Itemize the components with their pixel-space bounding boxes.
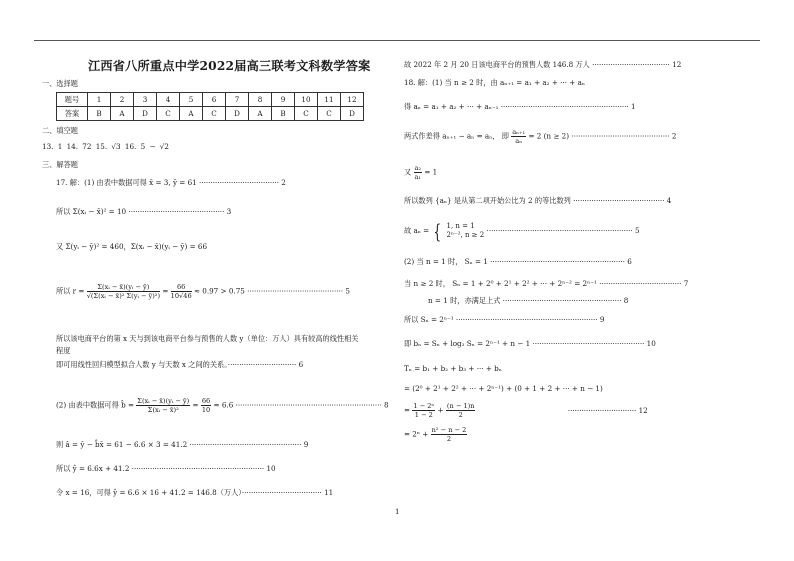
q17-line-1: 17. 解：(1) 由表中数据可得 x̄ = 3, ȳ = 61 ··································· 2 [56, 178, 286, 187]
table-cell: 11 [318, 93, 341, 107]
q17-sum-body: (xᵢ − x̄)² = 10 ·········································· 3 [77, 207, 232, 216]
table-cell: 3 [134, 93, 157, 107]
q17-line-3: 又 Σ(yᵢ − ȳ)² = 460，Σ(xᵢ − x̄)(yᵢ − ȳ) = 66 [56, 242, 208, 251]
q18-final-fraction [431, 426, 468, 443]
q18-tn-den-1: 1 − 2 [414, 411, 433, 419]
q17-b-fraction [136, 397, 190, 414]
table-row-answers [57, 107, 364, 121]
q18-line-0: 故 2022 年 2 月 20 日该电商平台的预售人数 146.8 万人 ·································· 12 [404, 60, 682, 69]
table-cell: B [88, 107, 111, 121]
table-cell: 1 [88, 93, 111, 107]
table-cell: C [157, 107, 180, 121]
q17-b-result: = 6.6 ································································ 8 [213, 400, 389, 410]
q18-line-2: 得 aₙ = a₁ + a₂ + ··· + aₙ₋₁ ························································ 1 [404, 102, 636, 111]
q18-a2a1-value: = 1 [424, 167, 438, 177]
q18-tn-den-2: 2 [458, 411, 463, 419]
table-cell: 12 [341, 93, 364, 107]
q17-b-label: (2) 由表中数据可得 b̂ = [56, 400, 134, 410]
q18-case-2: 2ⁿ⁻², n ≥ 2 [446, 231, 485, 239]
q17-line-4 [56, 283, 350, 300]
table-cell: 5 [180, 93, 203, 107]
q18-a2a1-denominator: a₁ [414, 173, 422, 181]
table-row-numbers [57, 93, 364, 107]
q17-line-11: 令 x = 16，可得 ŷ = 6.6 × 16 + 41.2 = 146.8（万人）··································· 11 [56, 488, 334, 497]
section-fill: 二、填空题 [42, 126, 78, 135]
q17-line-9: 则 â = ȳ − b̂x̄ = 61 − 6.6 × 3 = 41.2 ················································· 9 [56, 440, 309, 449]
top-rule [34, 40, 760, 41]
q18-diff-text: 两式作差得 aₙ₊₁ − aₙ = aₙ， 即 [404, 131, 509, 141]
q18-line-14 [404, 402, 648, 419]
q17-b-value-numerator: 66 [201, 397, 211, 405]
q18-line-4 [404, 164, 437, 181]
q18-ratio-numerator: aₙ₊₁ [512, 128, 526, 136]
q17-sum-prefix: 所以 Σ [56, 207, 78, 216]
table-header-cell: 答案 [57, 107, 88, 121]
q17-r-numerator: Σ(xᵢ − x̄)(yᵢ − ȳ) [87, 283, 160, 292]
table-cell: D [226, 107, 249, 121]
q18-tn-num-1: 1 − 2ⁿ [413, 402, 435, 410]
q18-an-label: 故 aₙ = [404, 226, 430, 235]
q18-final-numerator: n² − n − 2 [431, 426, 467, 434]
q18-also-label: 又 [404, 167, 412, 177]
table-cell: C [295, 107, 318, 121]
q17-line-2 [56, 207, 231, 216]
q17-b-denominator: Σ(xᵢ − x̄)² [147, 406, 179, 414]
q18-tn-num-2: (n − 1)n [446, 402, 475, 410]
section-choice: 一、选择题 [42, 79, 78, 88]
table-cell: D [134, 107, 157, 121]
q18-line-6 [404, 219, 640, 243]
q17-line-5: 所以该电商平台的第 x 天与到该电商平台参与预售的人数 y（单位：万人）具有较高的线性相关 [56, 334, 359, 343]
table-cell: 2 [111, 93, 134, 107]
q18-tn-plus: + [437, 405, 444, 415]
q17-line-10: 所以 ŷ = 6.6x + 41.2 ·························································· 10 [56, 464, 276, 473]
q17-r-eq: = [162, 286, 169, 296]
table-cell: C [203, 107, 226, 121]
q17-b-value-fraction [201, 397, 211, 414]
page-number: 1 [395, 508, 400, 516]
q18-tn-eq: = [404, 405, 411, 415]
table-cell: A [249, 107, 272, 121]
q18-an-cases [447, 222, 485, 240]
q18-ratio-denominator: aₙ [515, 137, 523, 145]
table-header-cell: 题号 [57, 93, 88, 107]
q18-line-5: 所以数列 {aₙ} 是从第二项开始公比为 2 的等比数列 ········································ 4 [404, 196, 672, 205]
fill-answers: 13. 1 14. 72 15. √3 16. 5 − √2 [42, 142, 169, 151]
q18-ratio-fraction [511, 128, 526, 145]
q18-line-10: 所以 Sₙ = 2ⁿ⁻¹ ······························································ 9 [404, 315, 605, 324]
section-solve: 三、解答题 [42, 160, 78, 169]
table-cell: D [341, 107, 364, 121]
q18-line-1: 18. 解：(1) 当 n ≥ 2 时，由 aₙ₊₁ = a₁ + a₂ + ··· + aₙ [404, 78, 585, 87]
q17-b-value-denominator: 10 [201, 406, 211, 414]
q17-r-value-numerator: 66 [171, 283, 192, 292]
q17-b-numerator: Σ(xᵢ − x̄)(yᵢ − ȳ) [137, 397, 190, 405]
q18-final-denominator: 2 [446, 435, 452, 443]
table-cell: 4 [157, 93, 180, 107]
q17-r-value-denominator: 10√46 [170, 292, 192, 300]
q18-final-prefix: = 2ⁿ + [404, 429, 429, 439]
brace-icon: { [434, 219, 442, 243]
q18-line-11: 即 bₙ = Sₙ + log₂ Sₙ = 2ⁿ⁻¹ + n − 1 ················································· 10 [404, 339, 656, 348]
table-cell: C [318, 107, 341, 121]
q18-line-13: = (2⁰ + 2¹ + 2² + ··· + 2ⁿ⁻¹) + (0 + 1 + 2 + ··· + n − 1) [404, 384, 603, 393]
q17-r-fraction [87, 283, 160, 300]
q18-tn-frac-1 [412, 402, 435, 419]
q18-tn-frac-2 [446, 402, 476, 419]
q17-r-label: 所以 r = [56, 286, 85, 296]
q17-line-7: 即可用线性回归模型拟合人数 y 与天数 x 之间的关系。······························ 6 [56, 360, 304, 369]
q18-line-12: Tₙ = b₁ + b₂ + b₃ + ··· + bₙ [404, 364, 502, 373]
table-cell: 6 [203, 93, 226, 107]
table-cell: B [272, 107, 295, 121]
q17-b-eq: = [192, 400, 199, 410]
q18-line-7: (2) 当 n = 1 时， Sₙ = 1 ··························································· 6 [404, 257, 632, 266]
q17-line-6: 程度 [56, 346, 71, 355]
table-cell: 7 [226, 93, 249, 107]
q17-r-approx: ≈ 0.97 > 0.75 ·········································· 5 [193, 286, 350, 296]
table-cell: 10 [295, 93, 318, 107]
q18-case-1: 1, n = 1 [446, 222, 475, 230]
q18-an-dots: ································································ 5 [486, 226, 640, 235]
q17-line-8 [56, 397, 389, 414]
q18-line-8: 当 n ≥ 2 时， Sₙ = 1 + 2⁰ + 2¹ + 2² + ··· + 2ⁿ⁻² = 2ⁿ⁻¹ ···································· 7 [404, 279, 689, 288]
q18-line-9: n = 1 时，亦满足上式 ···················································· 8 [428, 296, 629, 305]
table-cell: 8 [249, 93, 272, 107]
table-cell: A [111, 107, 134, 121]
choice-answer-table [56, 92, 364, 121]
q18-line-15 [404, 426, 467, 443]
q17-r-denominator: √(Σ(xᵢ − x̄)² Σ(yᵢ − ȳ)²) [86, 292, 161, 300]
q18-line-3 [404, 128, 676, 145]
q18-a2a1-fraction [414, 164, 423, 181]
table-cell: 9 [272, 93, 295, 107]
q17-r-value-fraction [171, 283, 192, 300]
table-cell: A [180, 107, 203, 121]
q18-a2a1-numerator: a₂ [414, 164, 422, 172]
q18-ratio-value: = 2 (n ≥ 2) ··········································· 2 [528, 131, 677, 141]
page-title: 江西省八所重点中学2022届高三联考文科数学答案 [88, 59, 371, 73]
q18-tn-score: ······························ 12 [567, 405, 648, 415]
